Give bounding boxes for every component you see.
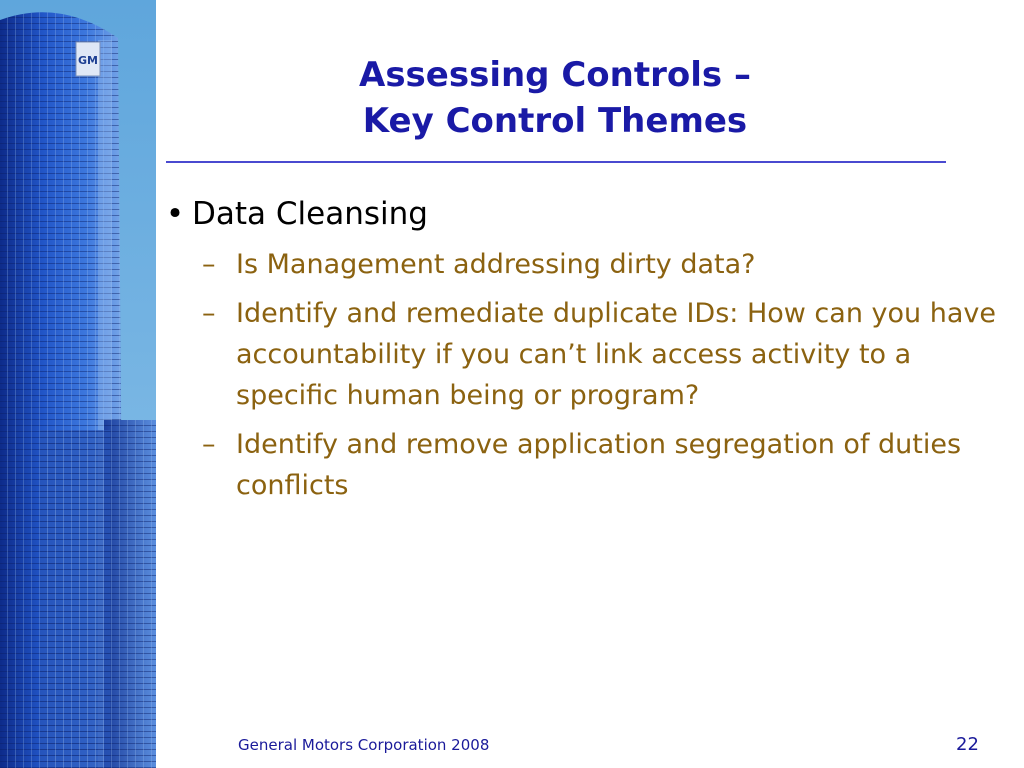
bullet-label: Data Cleansing [192, 196, 428, 232]
footer-company: General Motors Corporation 2008 [238, 736, 490, 754]
title-line-1: Assessing Controls – [359, 55, 751, 95]
sub-bullet-list [158, 244, 1018, 506]
building-photo [0, 0, 156, 768]
sub-bullet-item [202, 293, 1018, 416]
slide-title [170, 52, 940, 144]
sub-bullet-text: Is Management addressing dirty data? [236, 249, 756, 280]
page-number: 22 [956, 734, 979, 755]
sub-bullet-item [202, 424, 1018, 506]
title-divider [166, 161, 946, 163]
sub-bullet-text: Identify and remove application segregation of duties conflicts [236, 429, 962, 501]
building-illustration [0, 0, 156, 768]
bullet-icon: • [165, 196, 185, 232]
sub-bullet-text: Identify and remediate duplicate IDs: How can you have accountability if you can’t link access activity to a specific human being or program? [236, 298, 996, 411]
dash-icon: – [202, 298, 216, 329]
title-line-2: Key Control Themes [362, 101, 748, 141]
slide-content [158, 192, 1018, 514]
dash-icon: – [202, 249, 216, 280]
dash-icon: – [202, 429, 216, 460]
bullet-item [158, 192, 1018, 236]
sub-bullet-item [202, 244, 1018, 285]
gm-logo: GM [78, 54, 98, 67]
